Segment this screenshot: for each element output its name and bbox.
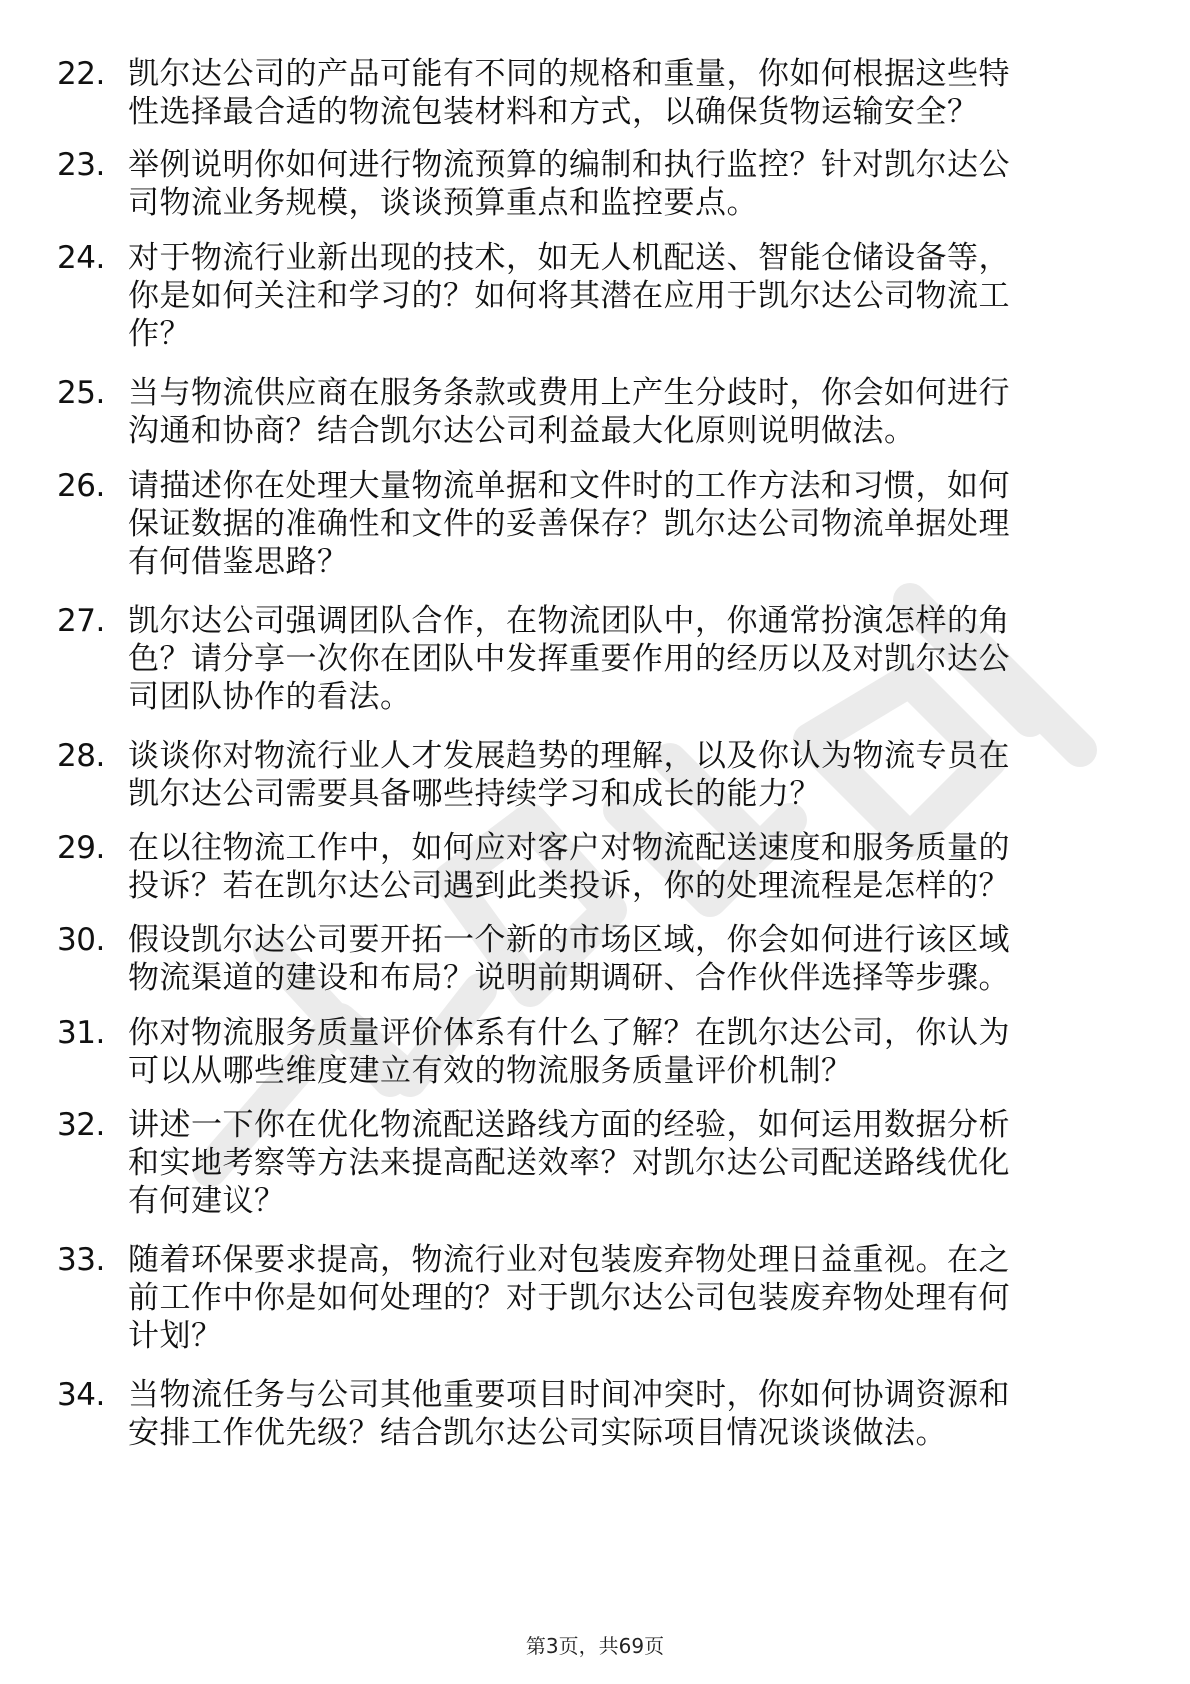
question-line: 在以往物流工作中，如何应对客户对物流配送速度和服务质量的 xyxy=(128,830,1010,866)
question-line: 色？请分享一次你在团队中发挥重要作用的经历以及对凯尔达公 xyxy=(128,641,1010,677)
question-number: 26. xyxy=(57,468,105,504)
question-number: 27. xyxy=(57,603,105,639)
question-text xyxy=(128,921,1118,997)
question-number: 23. xyxy=(57,147,105,183)
question-text xyxy=(128,1014,1118,1090)
question-number: 33. xyxy=(57,1242,105,1278)
question-line: 对于物流行业新出现的技术，如无人机配送、智能仓储设备等， xyxy=(128,240,1010,276)
question-text xyxy=(128,239,1118,353)
question-text xyxy=(128,1376,1118,1452)
question-line: 凯尔达公司需要具备哪些持续学习和成长的能力？ xyxy=(128,776,821,812)
question-line: 司团队协作的看法。 xyxy=(128,679,412,715)
question-number: 31. xyxy=(57,1015,105,1051)
question-text xyxy=(128,602,1118,716)
question-line: 保证数据的准确性和文件的妥善保存？凯尔达公司物流单据处理 xyxy=(128,506,1010,542)
question-line: 物流渠道的建设和布局？说明前期调研、合作伙伴选择等步骤。 xyxy=(128,960,1010,996)
question-line: 沟通和协商？结合凯尔达公司利益最大化原则说明做法。 xyxy=(128,413,916,449)
question-line: 和实地考察等方法来提高配送效率？对凯尔达公司配送路线优化 xyxy=(128,1145,1010,1181)
question-text xyxy=(128,467,1118,581)
question-text xyxy=(128,374,1118,450)
question-line: 假设凯尔达公司要开拓一个新的市场区域，你会如何进行该区域 xyxy=(128,922,1010,958)
question-line: 请描述你在处理大量物流单据和文件时的工作方法和习惯，如何 xyxy=(128,468,1010,504)
question-number: 25. xyxy=(57,375,105,411)
question-line: 讲述一下你在优化物流配送路线方面的经验，如何运用数据分析 xyxy=(128,1107,1010,1143)
question-line: 谈谈你对物流行业人才发展趋势的理解，以及你认为物流专员在 xyxy=(128,738,1010,774)
question-line: 投诉？若在凯尔达公司遇到此类投诉，你的处理流程是怎样的？ xyxy=(128,868,1010,904)
question-line: 作？ xyxy=(128,316,191,352)
question-line: 凯尔达公司强调团队合作，在物流团队中，你通常扮演怎样的角 xyxy=(128,603,1010,639)
question-line: 有何建议？ xyxy=(128,1183,286,1219)
question-line: 性选择最合适的物流包装材料和方式，以确保货物运输安全？ xyxy=(128,94,979,130)
question-line: 有何借鉴思路？ xyxy=(128,544,349,580)
question-text xyxy=(128,55,1118,131)
question-line: 举例说明你如何进行物流预算的编制和执行监控？针对凯尔达公 xyxy=(128,147,1010,183)
question-line: 当与物流供应商在服务条款或费用上产生分歧时，你会如何进行 xyxy=(128,375,1010,411)
question-text xyxy=(128,829,1118,905)
question-line: 安排工作优先级？结合凯尔达公司实际项目情况谈谈做法。 xyxy=(128,1415,947,1451)
question-number: 24. xyxy=(57,240,105,276)
question-text xyxy=(128,1106,1118,1220)
question-text xyxy=(128,146,1118,222)
question-number: 28. xyxy=(57,738,105,774)
question-line: 计划？ xyxy=(128,1318,223,1354)
question-number: 32. xyxy=(57,1107,105,1143)
question-line: 当物流任务与公司其他重要项目时间冲突时，你如何协调资源和 xyxy=(128,1377,1010,1413)
question-line: 你对物流服务质量评价体系有什么了解？在凯尔达公司，你认为 xyxy=(128,1015,1010,1051)
question-line: 凯尔达公司的产品可能有不同的规格和重量，你如何根据这些特 xyxy=(128,56,1010,92)
question-line: 你是如何关注和学习的？如何将其潜在应用于凯尔达公司物流工 xyxy=(128,278,1010,314)
question-text xyxy=(128,737,1118,813)
question-number: 30. xyxy=(57,922,105,958)
page-number-footer: 第3页，共69页 xyxy=(525,1634,665,1658)
question-number: 22. xyxy=(57,56,105,92)
question-text xyxy=(128,1241,1118,1355)
question-line: 可以从哪些维度建立有效的物流服务质量评价机制？ xyxy=(128,1053,853,1089)
question-line: 司物流业务规模，谈谈预算重点和监控要点。 xyxy=(128,185,758,221)
question-number: 29. xyxy=(57,830,105,866)
question-line: 前工作中你是如何处理的？对于凯尔达公司包装废弃物处理有何 xyxy=(128,1280,1010,1316)
question-line: 随着环保要求提高，物流行业对包装废弃物处理日益重视。在之 xyxy=(128,1242,1010,1278)
question-number: 34. xyxy=(57,1377,105,1413)
